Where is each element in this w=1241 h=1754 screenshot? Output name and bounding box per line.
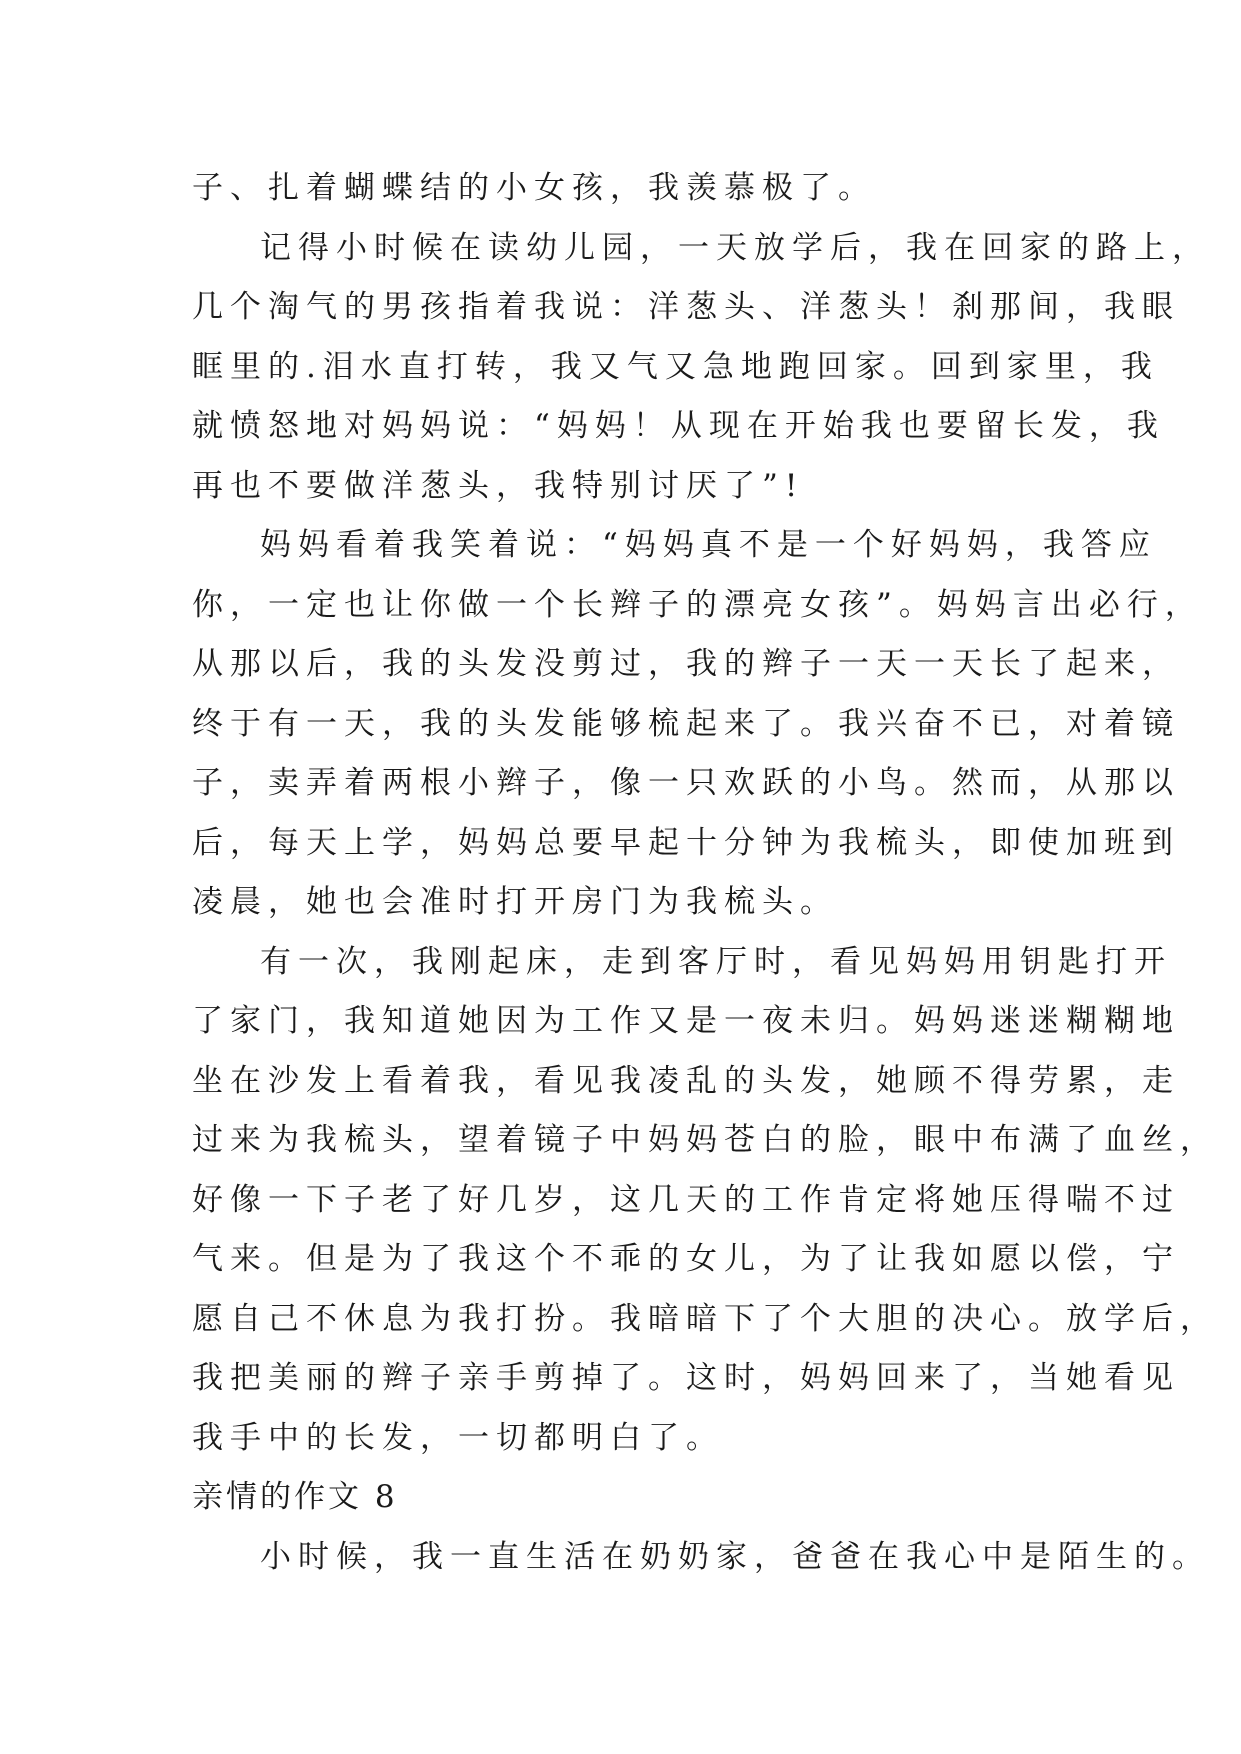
text-line: 气来。但是为了我这个不乖的女儿，为了让我如愿以偿，宁 [192,1241,1180,1277]
text-line: 终于有一天，我的头发能够梳起来了。我兴奋不已，对着镜 [192,705,1180,742]
text-line: 我手中的长发，一切都明白了。 [192,1419,724,1456]
text-line: 子、扎着蝴蝶结的小女孩，我羡慕极了。 [192,170,876,206]
text-line: 几个淘气的男孩指着我说：洋葱头、洋葱头！刹那间，我眼 [192,289,1180,325]
paragraph-start-line: 妈妈看着我笑着说：“妈妈真不是一个好妈妈，我答应 [260,527,1157,563]
text-line: 过来为我梳头，望着镜子中妈妈苍白的脸，眼中布满了血丝， [192,1122,1218,1158]
text-line: 愿自己不休息为我打扮。我暗暗下了个大胆的决心。放学后， [192,1300,1218,1337]
text-line: 从那以后，我的头发没剪过，我的辫子一天一天长了起来， [192,646,1180,682]
text-line: 眶里的.泪水直打转，我又气又急地跑回家。回到家里，我 [192,348,1159,385]
text-line: 好像一下子老了好几岁，这几天的工作肯定将她压得喘不过 [192,1181,1180,1218]
text-line: 就愤怒地对妈妈说：“妈妈！从现在开始我也要留长发，我 [192,408,1165,444]
text-line: 再也不要做洋葱头，我特别讨厌了”! [192,467,805,504]
text-line: 我把美丽的辫子亲手剪掉了。这时，妈妈回来了，当她看见 [192,1360,1180,1396]
text-line: 你，一定也让你做一个长辫子的漂亮女孩”。妈妈言出必行， [192,586,1203,623]
paragraph-start-line: 记得小时候在读幼儿园，一天放学后，我在回家的路上， [260,229,1210,266]
text-line: 坐在沙发上看着我，看见我凌乱的头发，她顾不得劳累，走 [192,1062,1180,1099]
text-line: 后，每天上学，妈妈总要早起十分钟为我梳头，即使加班到 [192,824,1180,861]
text-line: 凌晨，她也会准时打开房门为我梳头。 [192,884,838,920]
essay-body [192,159,1218,1587]
paragraph-start-line: 有一次，我刚起床，走到客厅时，看见妈妈用钥匙打开 [260,943,1172,980]
paragraph-start-line: 小时候，我一直生活在奶奶家，爸爸在我心中是陌生的。 [260,1538,1210,1575]
text-line: 了家门，我知道她因为工作又是一夜未归。妈妈迷迷糊糊地 [192,1003,1180,1039]
text-line: 子，卖弄着两根小辫子，像一只欢跃的小鸟。然而，从那以 [192,765,1180,801]
section-heading: 亲情的作文 8 [192,1479,398,1515]
